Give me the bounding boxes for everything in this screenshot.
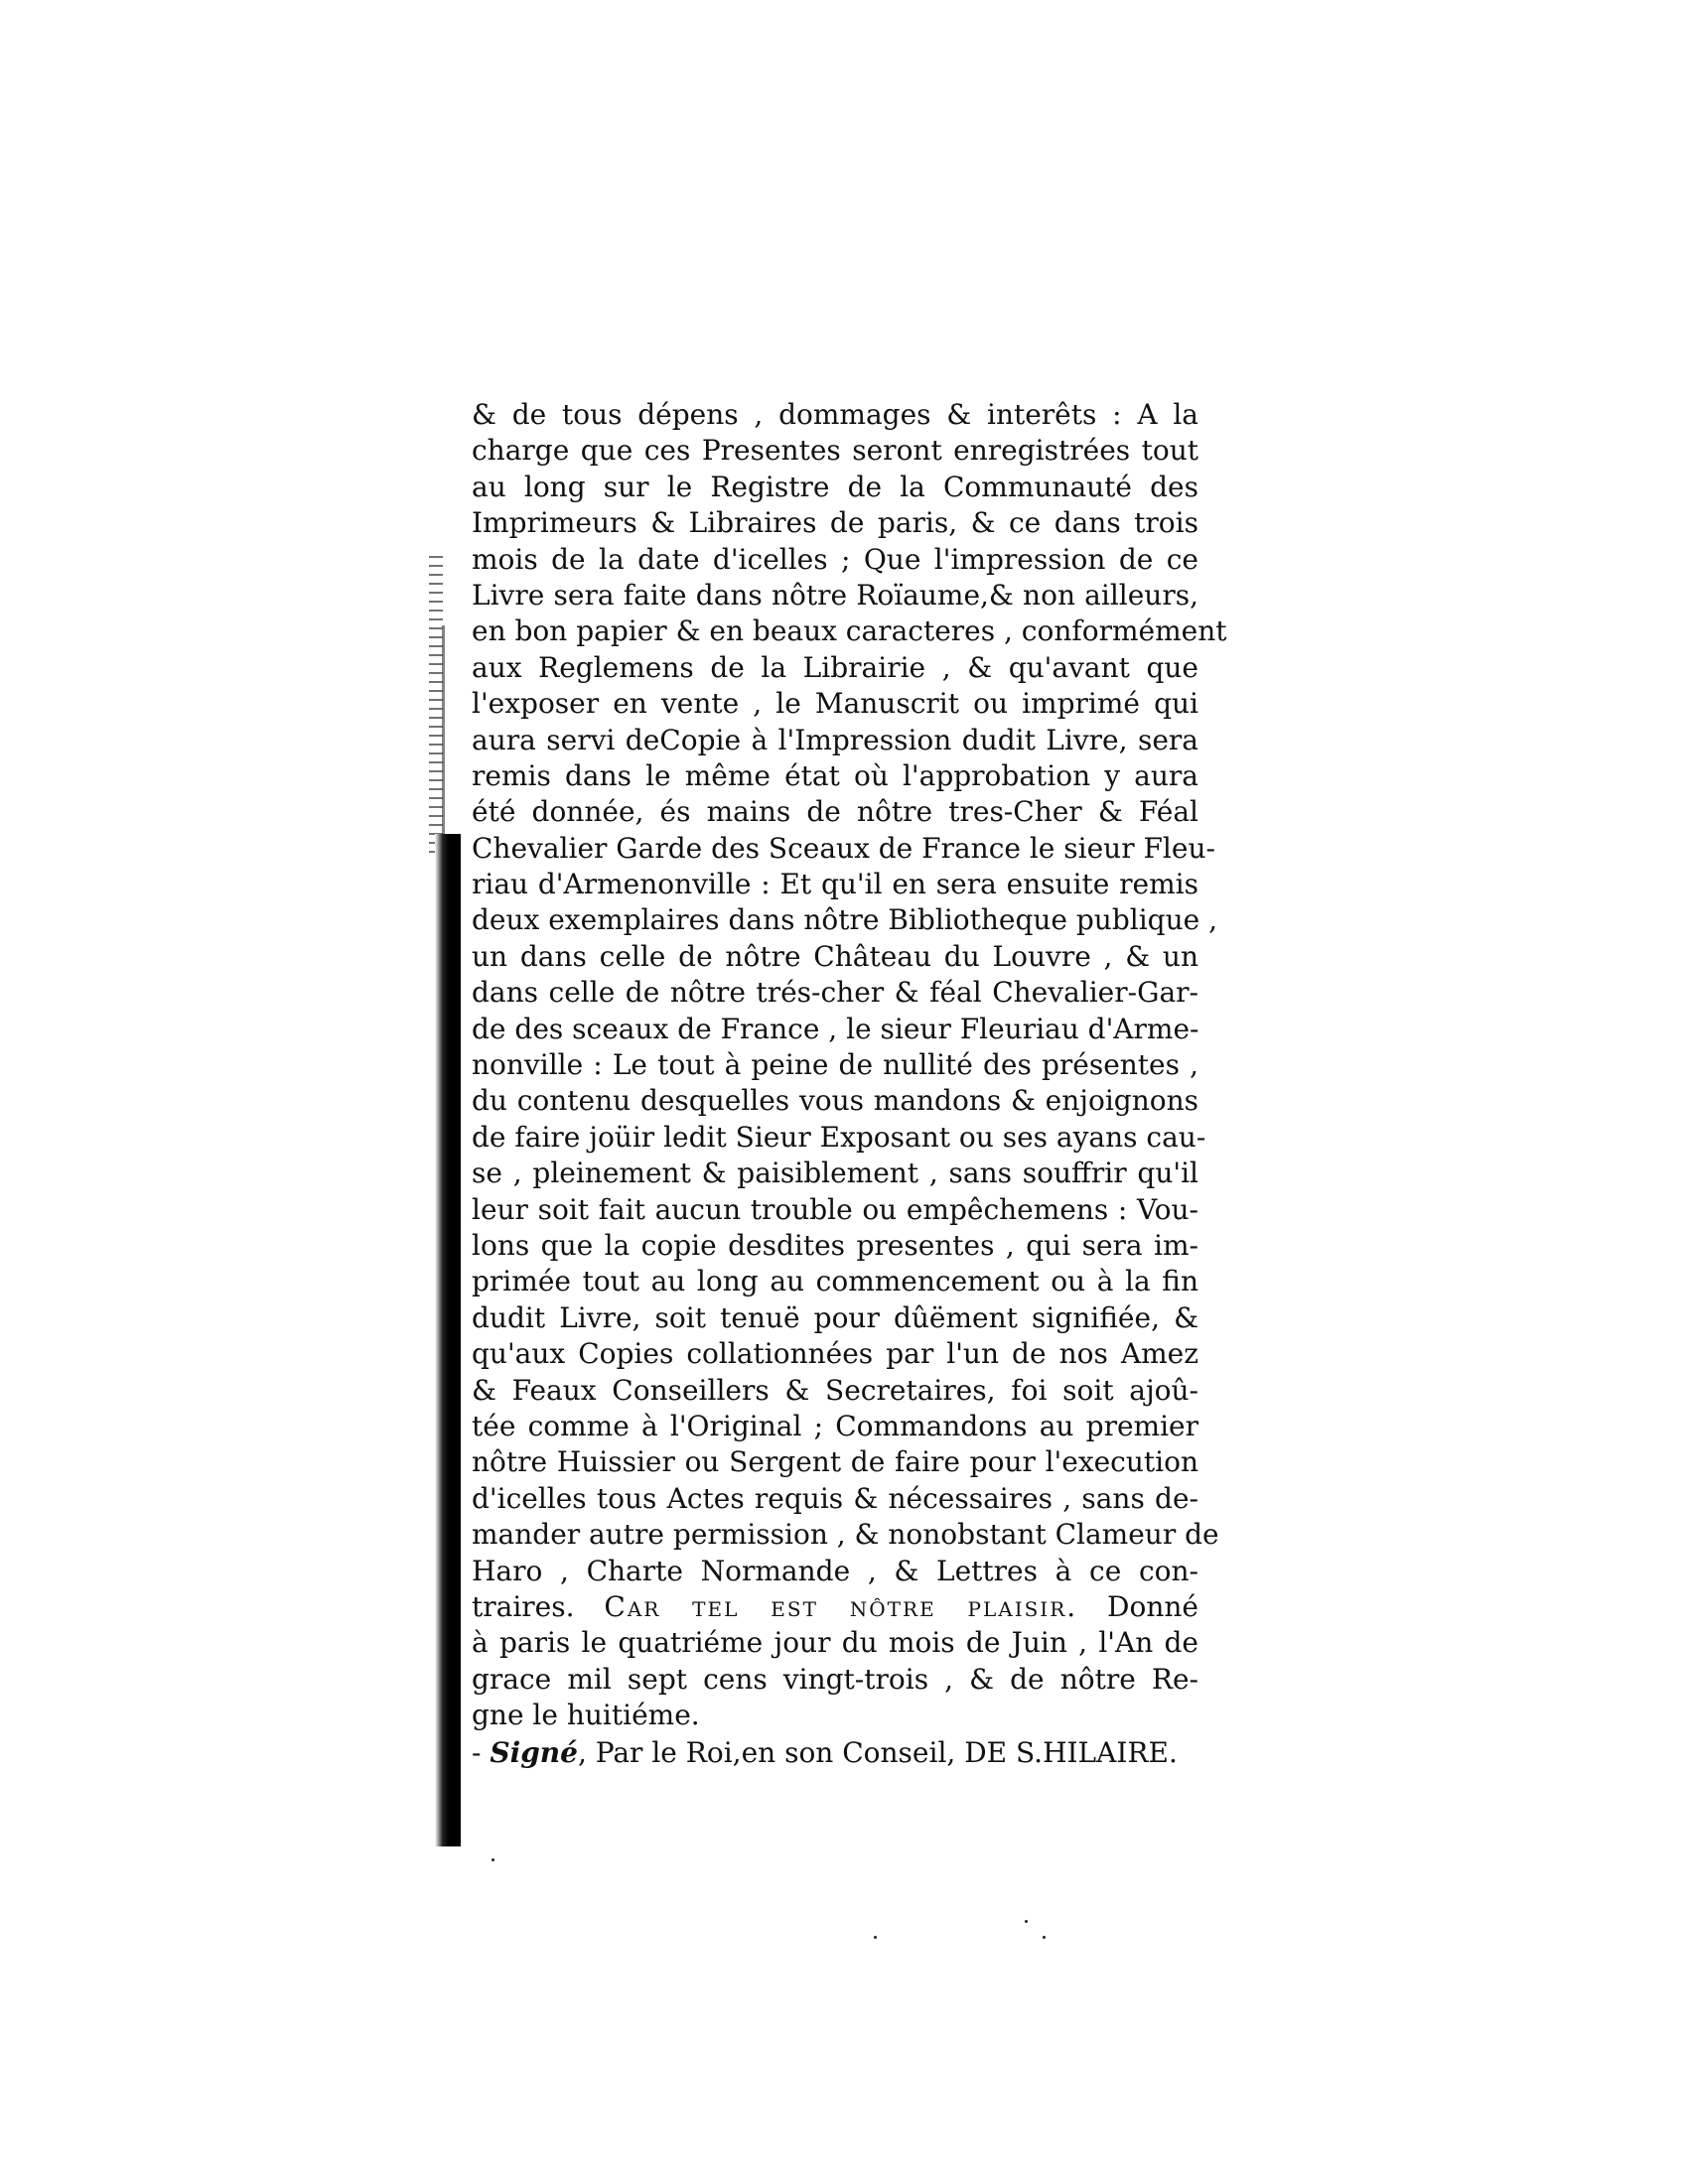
text-line: grace mil sept cens vingt-trois , & de nôtre Re-	[472, 1662, 1198, 1696]
text-line: nôtre Huissier ou Sergent de faire pour l'execution	[472, 1445, 1198, 1479]
text-line: deux exemplaires dans nôtre Bibliotheque publique ,	[472, 903, 1217, 937]
signature-text: , Par le Roi,en son Conseil, DE S.HILAIRE.	[577, 1736, 1178, 1770]
text-line: Livre sera faite dans nôtre Roïaume,& non ailleurs,	[472, 578, 1198, 612]
text-line: à paris le quatriéme jour du mois de Juin , l'An de	[472, 1626, 1198, 1660]
car-tel-line	[472, 1589, 1198, 1625]
binding-gutter-marks	[429, 556, 443, 854]
text-line: riau d'Armenonville : Et qu'il en sera ensuite remis	[472, 868, 1198, 901]
text-line: tée comme à l'Original ; Commandons au premier	[472, 1409, 1198, 1442]
royal-formula: Car tel est nôtre plaisir.	[604, 1589, 1078, 1623]
text-line-last: gne le huitiéme.	[472, 1699, 700, 1732]
text-line: l'exposer en vente , le Manuscrit ou imprimé qui	[472, 687, 1198, 721]
text-line: & de tous dépens , dommages & interêts : A la	[472, 398, 1198, 431]
scan-speck	[1025, 1920, 1028, 1923]
privilege-text-block	[472, 397, 1227, 1773]
text-line: Imprimeurs & Libraires de paris, & ce dans trois	[472, 506, 1198, 540]
text-line: de des sceaux de France , le sieur Fleuriau d'Arme-	[472, 1012, 1199, 1045]
car-line-suffix: Donné	[1107, 1589, 1198, 1623]
binding-gutter-line	[442, 625, 445, 854]
signature-dash: -	[472, 1736, 482, 1770]
text-line: été donnée, és mains de nôtre tres-Cher & Féal	[472, 795, 1198, 829]
text-line: mander autre permission , & nonobstant Clameur de	[472, 1518, 1219, 1552]
car-line-prefix: traires.	[472, 1589, 575, 1623]
scan-speck	[874, 1936, 877, 1939]
text-line: dans celle de nôtre trés-cher & féal Chevalier-Gar-	[472, 976, 1198, 1010]
text-line: Chevalier Garde des Sceaux de France le sieur Fleu-	[472, 831, 1215, 865]
text-line: se , pleinement & paisiblement , sans souffrir qu'il	[472, 1157, 1198, 1190]
text-line: primée tout au long au commencement ou à la fin	[472, 1265, 1198, 1298]
text-line: d'icelles tous Actes requis & nécessaires , sans de-	[472, 1481, 1198, 1515]
text-line: & Feaux Conseillers & Secretaires, foi soit ajoû-	[472, 1373, 1198, 1407]
text-line: au long sur le Registre de la Communauté des	[472, 470, 1198, 503]
text-line: Haro , Charte Normande , & Lettres à ce con-	[472, 1554, 1198, 1587]
text-line: aura servi deCopie à l'Impression dudit Livre, sera	[472, 723, 1198, 756]
text-line: lons que la copie desdites presentes , qui sera im-	[472, 1228, 1198, 1262]
text-line: leur soit fait aucun trouble ou empêchemens : Vou-	[472, 1192, 1198, 1226]
text-line: nonville : Le tout à peine de nullité des présentes ,	[472, 1048, 1198, 1082]
binding-gutter-shadow	[435, 834, 461, 1846]
text-line: remis dans le même état où l'approbation y aura	[472, 758, 1198, 792]
signature-signe: Signé	[490, 1736, 578, 1770]
text-line: mois de la date d'icelles ; Que l'impression de ce	[472, 542, 1198, 576]
signature-line	[472, 1735, 1198, 1773]
text-line: du contenu desquelles vous mandons & enjoignons	[472, 1084, 1198, 1118]
text-line: de faire joüir ledit Sieur Exposant ou ses ayans cau-	[472, 1120, 1206, 1154]
text-line: charge que ces Presentes seront enregistrées tout	[472, 434, 1198, 468]
text-line: qu'aux Copies collationnées par l'un de nos Amez	[472, 1337, 1198, 1371]
text-line: en bon papier & en beaux caracteres , conformément	[472, 614, 1227, 648]
scan-speck	[492, 1858, 494, 1861]
text-line: aux Reglemens de la Librairie , & qu'avant que	[472, 650, 1198, 684]
text-line: un dans celle de nôtre Château du Louvre , & un	[472, 939, 1198, 973]
scan-speck	[1043, 1936, 1046, 1939]
text-line: dudit Livre, soit tenuë pour dûëment signifiée, &	[472, 1300, 1198, 1334]
